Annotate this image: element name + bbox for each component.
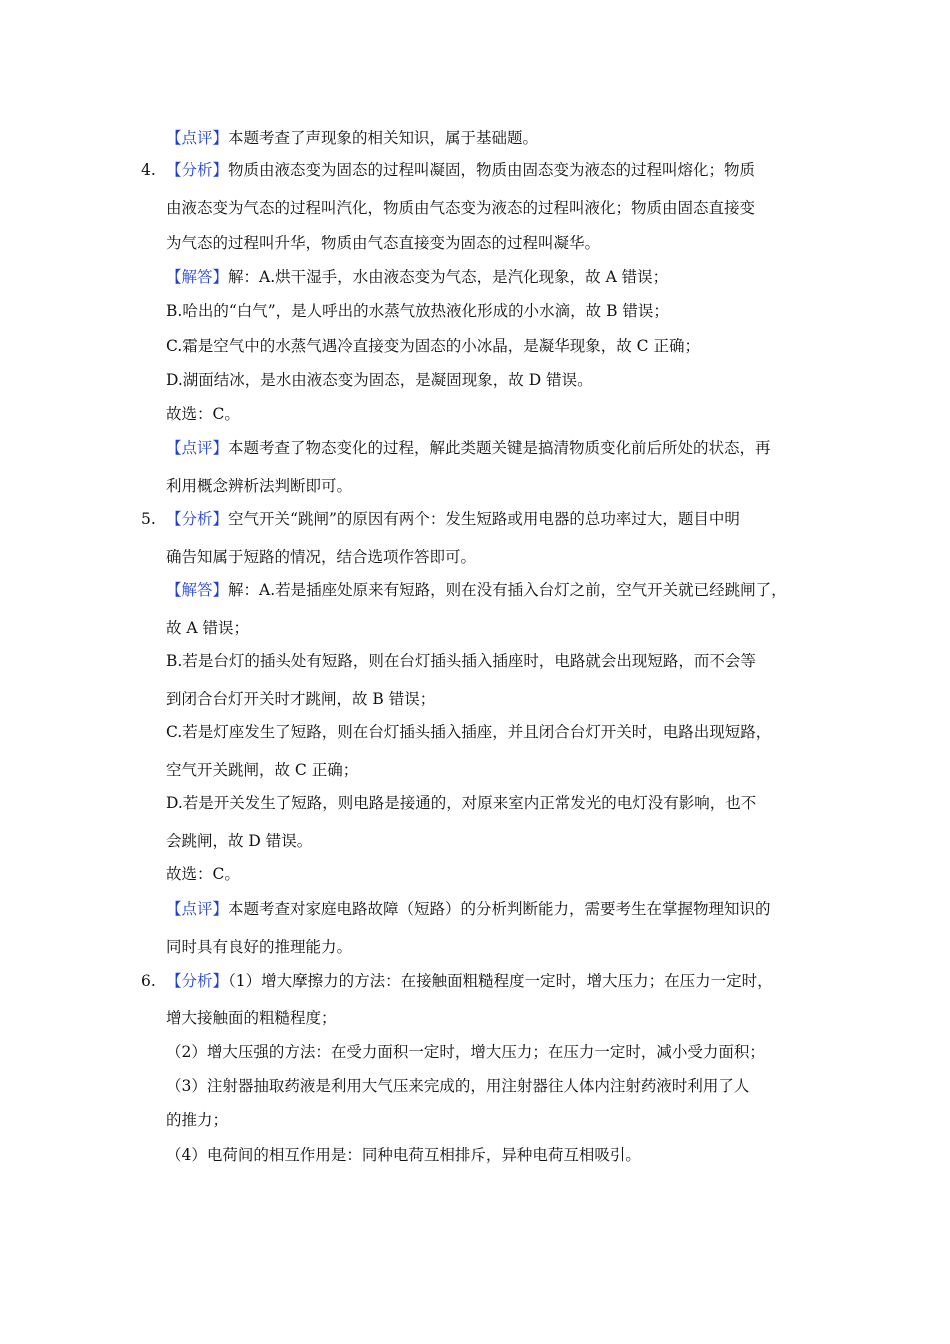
line-text: 空气开关“跳闸”的原因有两个：发生短路或用电器的总功率过大，题目中明	[228, 510, 740, 528]
text-line	[166, 580, 826, 600]
text-line	[166, 1145, 826, 1165]
line-text: 空气开关跳闸，故 C 正确；	[166, 761, 359, 779]
section-tag: 【解答】	[166, 581, 229, 599]
line-text: 本题考查对家庭电路故障（短路）的分析判断能力，需要考生在掌握物理知识的	[228, 900, 771, 918]
line-text: 由液态变为气态的过程叫汽化，物质由气态变为液态的过程叫液化；物质由固态直接变	[166, 199, 756, 217]
text-line	[166, 864, 826, 884]
text-line	[166, 618, 826, 638]
text-line	[166, 760, 826, 780]
line-text: 解：A.烘干湿手，水由液态变为气态，是汽化现象，故 A 错误；	[228, 268, 669, 286]
text-line	[166, 128, 826, 148]
text-line	[166, 689, 826, 709]
text-line	[166, 937, 826, 957]
section-tag: 【解答】	[166, 268, 229, 286]
line-text: 物质由液态变为固态的过程叫凝固，物质由固态变为液态的过程叫熔化；物质	[228, 161, 756, 179]
text-line	[166, 899, 826, 919]
line-text: 故选：C。	[166, 405, 240, 423]
text-line	[166, 476, 826, 496]
line-text: C.若是灯座发生了短路，则在台灯插头插入插座，并且闭合台灯开关时，电路出现短路，	[166, 723, 772, 741]
section-tag: 【点评】	[166, 129, 229, 147]
text-line	[166, 198, 826, 218]
text-line	[166, 160, 826, 180]
text-line	[166, 404, 826, 424]
question-number: 5.	[141, 510, 156, 528]
line-text: C.霜是空气中的水蒸气遇冷直接变为固态的小冰晶，是凝华现象，故 C 正确；	[166, 337, 700, 355]
text-line	[166, 547, 826, 567]
text-line	[166, 438, 826, 458]
line-text: 利用概念辨析法判断即可。	[166, 477, 353, 495]
line-text: 到闭合台灯开关时才跳闸，故 B 错误；	[166, 690, 436, 708]
text-line	[166, 370, 826, 390]
question-number: 4.	[141, 161, 156, 179]
line-text: 会跳闸，故 D 错误。	[166, 832, 313, 850]
line-text: 故选：C。	[166, 865, 240, 883]
line-text: 故 A 错误；	[166, 619, 250, 637]
question-number: 6.	[141, 972, 156, 990]
line-text: （1）增大摩擦力的方法：在接触面粗糙程度一定时，增大压力；在压力一定时，	[228, 972, 773, 990]
line-text: 确告知属于短路的情况，结合选项作答即可。	[166, 548, 477, 566]
text-line	[166, 1042, 826, 1062]
text-line	[166, 1076, 826, 1096]
line-text: B.哈出的“白气”，是人呼出的水蒸气放热液化形成的小水滴，故 B 错误；	[166, 302, 669, 320]
line-text: 增大接触面的粗糙程度；	[166, 1009, 337, 1027]
text-line	[166, 793, 826, 813]
line-text: D.湖面结冰，是水由液态变为固态，是凝固现象，故 D 错误。	[166, 371, 593, 389]
line-text: B.若是台灯的插头处有短路，则在台灯插头插入插座时，电路就会出现短路，而不会等	[166, 652, 756, 670]
text-line	[166, 831, 826, 851]
text-line	[166, 971, 826, 991]
section-tag: 【分析】	[166, 510, 229, 528]
line-text: 同时具有良好的推理能力。	[166, 938, 353, 956]
line-text: 本题考查了物态变化的过程，解此类题关键是搞清物质变化前后所处的状态，再	[228, 439, 771, 457]
text-line	[166, 336, 826, 356]
text-line	[166, 722, 826, 742]
line-text: 的推力；	[166, 1111, 229, 1129]
text-line	[166, 301, 826, 321]
line-text: （3）注射器抽取药液是利用大气压来完成的，用注射器往人体内注射药液时利用了人	[166, 1077, 750, 1095]
section-tag: 【点评】	[166, 439, 229, 457]
line-text: （4）电荷间的相互作用是：同种电荷互相排斥，异种电荷互相吸引。	[166, 1146, 641, 1164]
text-line	[166, 267, 826, 287]
section-tag: 【分析】	[166, 972, 229, 990]
text-line	[166, 1110, 826, 1130]
text-line	[166, 509, 826, 529]
line-text: （2）增大压强的方法：在受力面积一定时，增大压力；在压力一定时，减小受力面积；	[166, 1043, 765, 1061]
section-tag: 【分析】	[166, 161, 229, 179]
line-text: D.若是开关发生了短路，则电路是接通的，对原来室内正常发光的电灯没有影响，也不	[166, 794, 757, 812]
line-text: 本题考查了声现象的相关知识，属于基础题。	[228, 129, 539, 147]
text-line	[166, 1008, 826, 1028]
section-tag: 【点评】	[166, 900, 229, 918]
line-text: 解：A.若是插座处原来有短路，则在没有插入台灯之前，空气开关就已经跳闸了，	[228, 581, 787, 599]
line-text: 为气态的过程叫升华，物质由气态直接变为固态的过程叫凝华。	[166, 234, 601, 252]
text-line	[166, 651, 826, 671]
text-line	[166, 233, 826, 253]
